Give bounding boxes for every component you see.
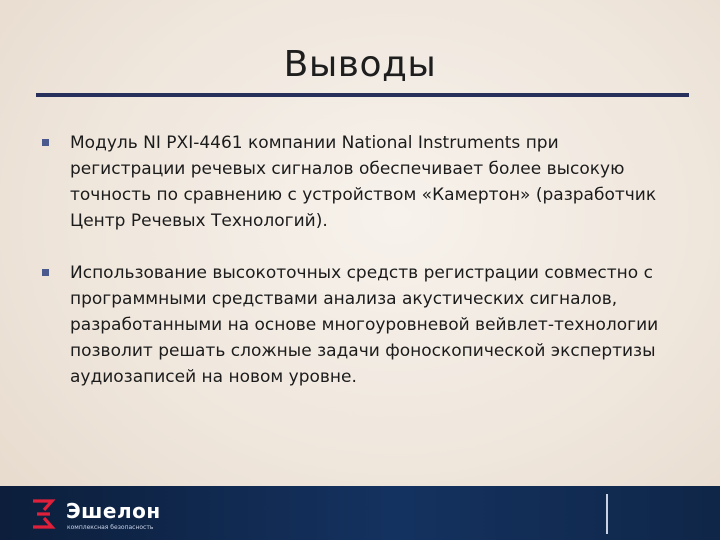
square-bullet-icon — [42, 139, 49, 146]
bullet-text: Модуль NI PXI-4461 компании National Instruments при регистрации речевых сигналов обеспечивает более высокую точность по сравнению с устройством «Камертон» (разработчик Центр Речевых Технологий). — [70, 133, 657, 231]
bullet-item — [42, 130, 672, 234]
echelon-logo-icon — [30, 497, 58, 531]
title-divider — [36, 93, 689, 97]
bullet-item — [42, 260, 672, 390]
square-bullet-icon — [42, 269, 49, 276]
logo-tagline: комплексная безопасность — [67, 524, 154, 531]
footer-divider — [606, 494, 608, 534]
logo-name: Эшелон — [66, 499, 161, 523]
bullet-text: Использование высокоточных средств регистрации совместно с программными средствами анализа акустических сигналов, разработанными на основе многоуровневой вейвлет-технологии позволит решать сложные задачи фоноскопической экспертизы аудиозаписей на новом уровне. — [70, 263, 659, 387]
company-logo — [30, 497, 170, 533]
slide-title: Выводы — [283, 44, 437, 85]
bullet-list — [42, 130, 672, 416]
